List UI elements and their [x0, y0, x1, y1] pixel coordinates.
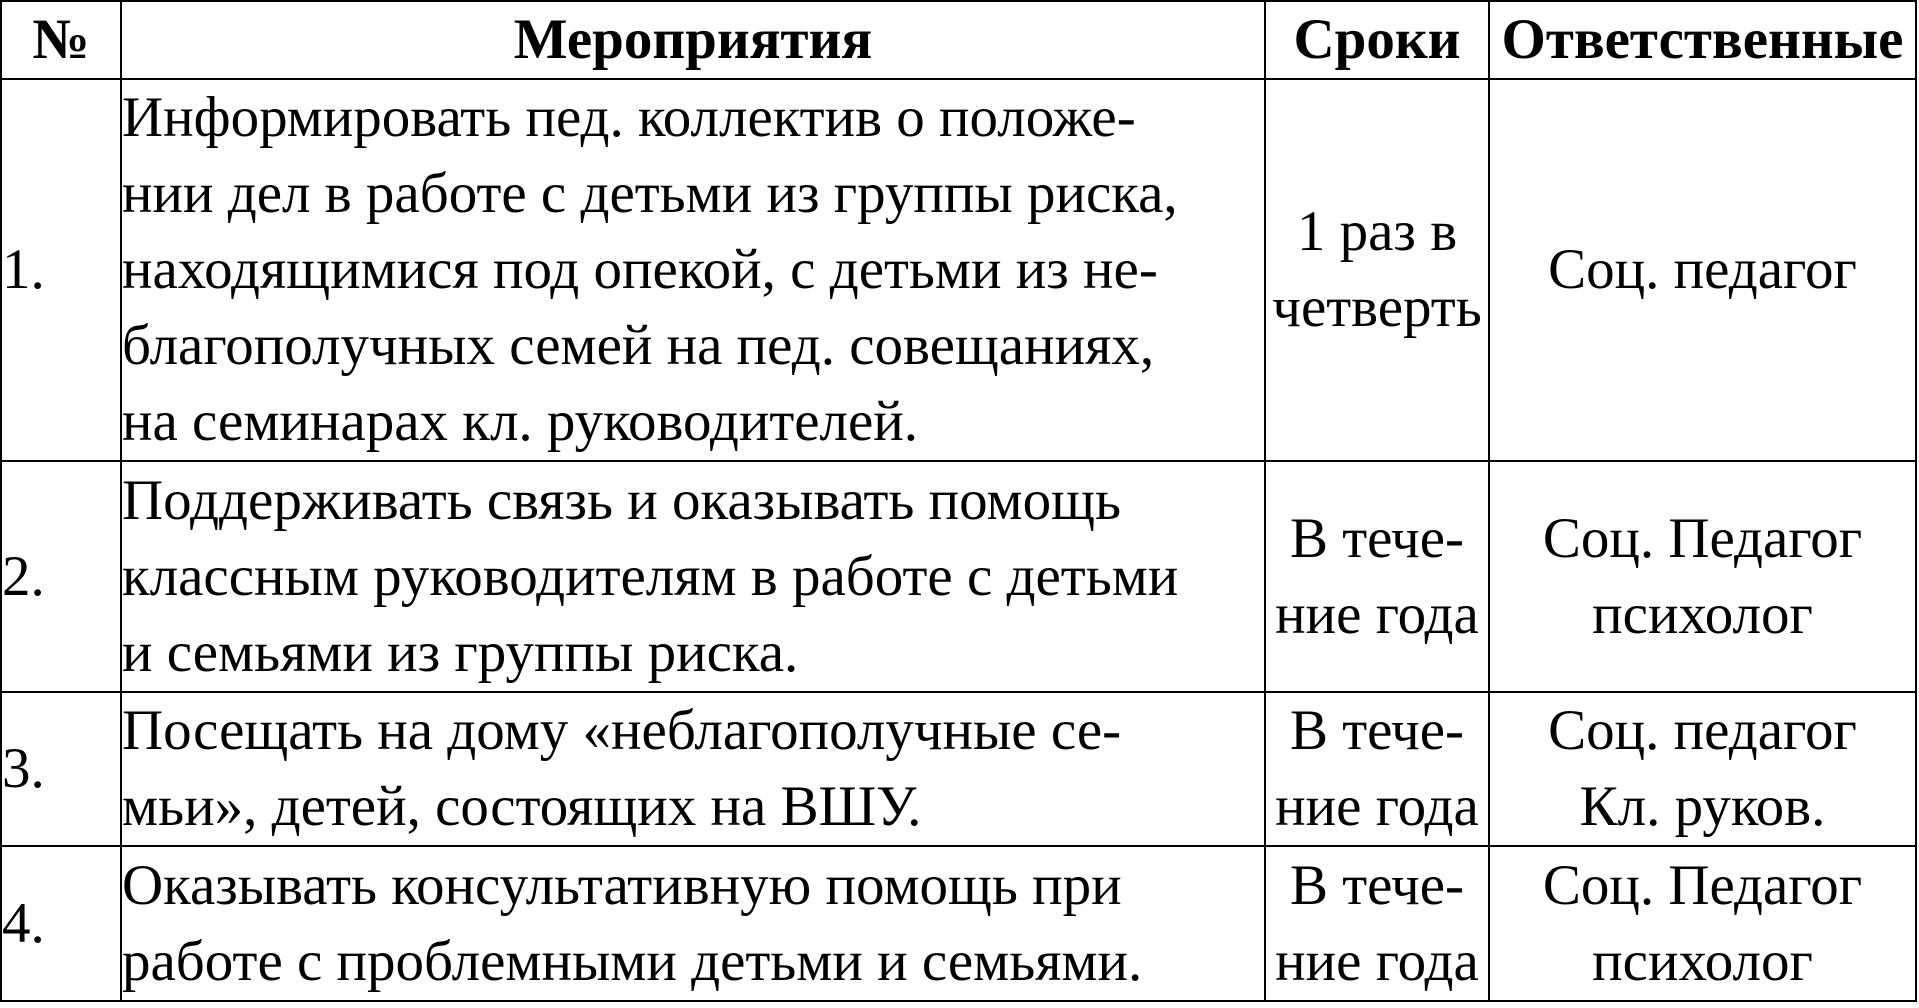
- term-text-line: ние года: [1275, 775, 1479, 838]
- table-row: [1, 79, 1916, 461]
- event-text-line: работе с проблемными детьми и семьями.: [122, 929, 1143, 993]
- table-row: [1, 692, 1916, 846]
- responsible-text-line: Соц. педагог: [1548, 238, 1857, 301]
- table-row: [1, 846, 1916, 1001]
- row-number: 1.: [1, 79, 121, 461]
- header-events: Мероприятия: [121, 1, 1265, 79]
- row-number: 3.: [1, 692, 121, 846]
- responsible-cell: [1489, 846, 1916, 1001]
- event-text-line: Оказывать консультативную помощь при: [122, 853, 1122, 917]
- row-number: 2.: [1, 461, 121, 692]
- event-text-line: находящимися под опекой, с детьми из не-: [122, 238, 1158, 301]
- header-terms: Сроки: [1265, 1, 1489, 79]
- responsible-text-line: Соц. педагог: [1548, 699, 1857, 762]
- responsible-text-line: психолог: [1592, 929, 1813, 993]
- event-text-line: и семьями из группы риска.: [122, 620, 799, 684]
- table-header-row: [1, 1, 1916, 79]
- table-row: [1, 461, 1916, 692]
- event-text-line: мьи», детей, состоящих на ВШУ.: [122, 775, 922, 838]
- row-number: 4.: [1, 846, 121, 1001]
- event-text-line: на семинарах кл. руководителей.: [122, 390, 919, 453]
- header-responsible: Ответственные: [1489, 1, 1916, 79]
- event-cell: [121, 461, 1265, 692]
- term-text-line: ние года: [1275, 582, 1479, 646]
- event-cell: [121, 692, 1265, 846]
- responsible-cell: [1489, 692, 1916, 846]
- term-text-line: В тече-: [1289, 699, 1464, 762]
- term-text-line: 1 раз в: [1296, 200, 1458, 263]
- term-text-line: В тече-: [1289, 853, 1464, 917]
- term-text-line: ние года: [1275, 929, 1479, 993]
- event-text-line: Информировать пед. коллектив о положе-: [122, 86, 1136, 149]
- term-cell: [1265, 846, 1489, 1001]
- responsible-text-line: Соц. Педагог: [1542, 506, 1863, 570]
- event-cell: [121, 846, 1265, 1001]
- event-cell: [121, 79, 1265, 461]
- event-text-line: благополучных семей на пед. совещаниях,: [122, 314, 1155, 377]
- term-cell: [1265, 461, 1489, 692]
- event-text-line: Поддерживать связь и оказывать помощь: [122, 468, 1122, 532]
- term-text-line: четверть: [1272, 276, 1482, 339]
- header-number: №: [1, 1, 121, 79]
- event-text-line: нии дел в работе с детьми из группы риска,: [122, 162, 1178, 225]
- event-text-line: классным руководителям в работе с детьми: [122, 544, 1179, 608]
- event-text-line: Посещать на дому «неблагополучные се-: [122, 699, 1122, 762]
- responsible-cell: [1489, 79, 1916, 461]
- responsible-text-line: психолог: [1592, 582, 1813, 646]
- term-cell: [1265, 79, 1489, 461]
- term-cell: [1265, 692, 1489, 846]
- responsible-text-line: Соц. Педагог: [1542, 853, 1863, 917]
- term-text-line: В тече-: [1289, 506, 1464, 570]
- responsible-text-line: Кл. руков.: [1579, 775, 1826, 838]
- responsible-cell: [1489, 461, 1916, 692]
